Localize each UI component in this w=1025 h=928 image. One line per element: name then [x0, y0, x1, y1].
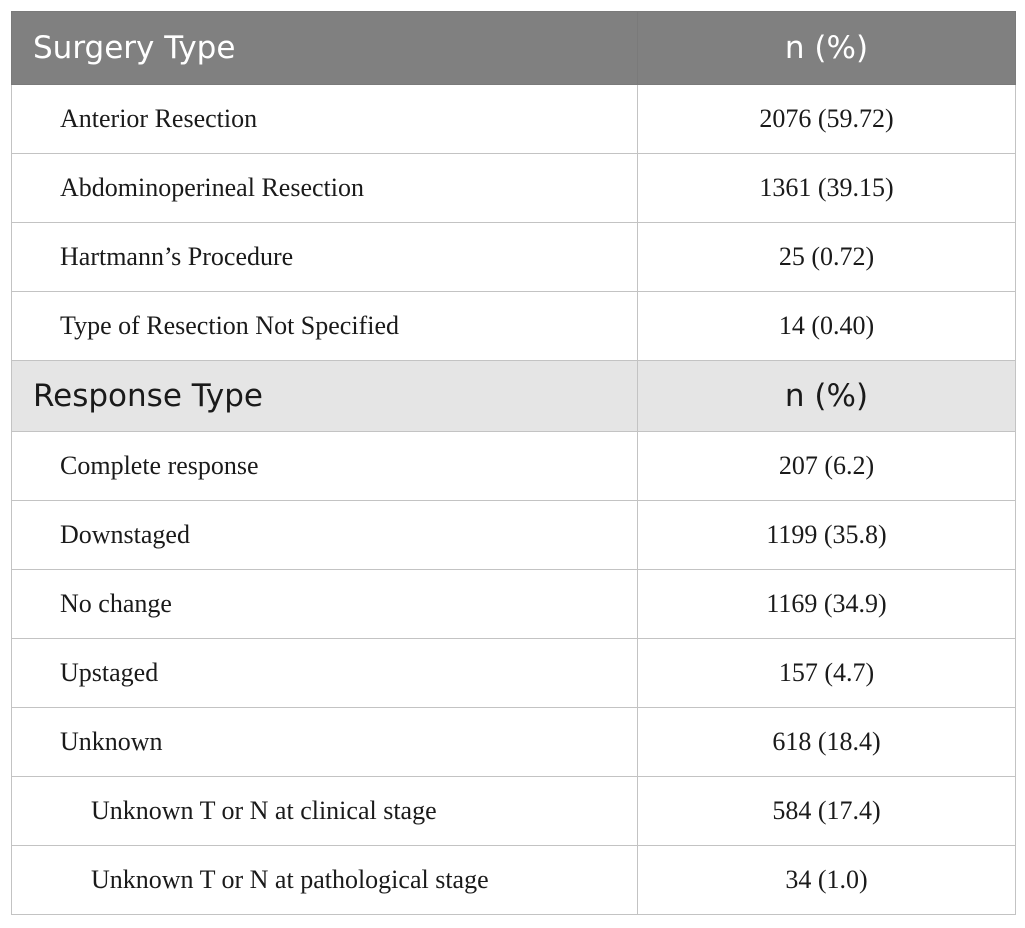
table-row	[12, 501, 1016, 570]
response-type-header: Response Type	[12, 361, 638, 432]
row-value: 618 (18.4)	[638, 708, 1016, 777]
row-value: 157 (4.7)	[638, 639, 1016, 708]
row-value: 1169 (34.9)	[638, 570, 1016, 639]
table-row	[12, 292, 1016, 361]
surgery-type-header: Surgery Type	[12, 12, 638, 85]
surgery-count-header: n (%)	[638, 12, 1016, 85]
row-value: 14 (0.40)	[638, 292, 1016, 361]
table-row	[12, 223, 1016, 292]
row-value: 584 (17.4)	[638, 777, 1016, 846]
row-value: 2076 (59.72)	[638, 85, 1016, 154]
row-value: 34 (1.0)	[638, 846, 1016, 915]
row-value: 1199 (35.8)	[638, 501, 1016, 570]
row-label: Anterior Resection	[12, 85, 638, 154]
row-label: Type of Resection Not Specified	[12, 292, 638, 361]
table-row	[12, 639, 1016, 708]
table-row	[12, 846, 1016, 915]
row-value: 1361 (39.15)	[638, 154, 1016, 223]
table-row	[12, 777, 1016, 846]
table-row	[12, 85, 1016, 154]
row-label: Unknown	[12, 708, 638, 777]
row-label: Downstaged	[12, 501, 638, 570]
row-label: Hartmann’s Procedure	[12, 223, 638, 292]
table-row	[12, 432, 1016, 501]
response-header-row	[12, 361, 1016, 432]
row-label: No change	[12, 570, 638, 639]
table-row	[12, 154, 1016, 223]
row-value: 207 (6.2)	[638, 432, 1016, 501]
row-label-subitem: Unknown T or N at pathological stage	[12, 846, 638, 915]
row-label: Complete response	[12, 432, 638, 501]
results-table	[11, 11, 1016, 915]
surgery-header-row	[12, 12, 1016, 85]
row-label: Upstaged	[12, 639, 638, 708]
table-row	[12, 708, 1016, 777]
response-count-header: n (%)	[638, 361, 1016, 432]
row-label: Abdominoperineal Resection	[12, 154, 638, 223]
row-label-subitem: Unknown T or N at clinical stage	[12, 777, 638, 846]
row-value: 25 (0.72)	[638, 223, 1016, 292]
table-row	[12, 570, 1016, 639]
